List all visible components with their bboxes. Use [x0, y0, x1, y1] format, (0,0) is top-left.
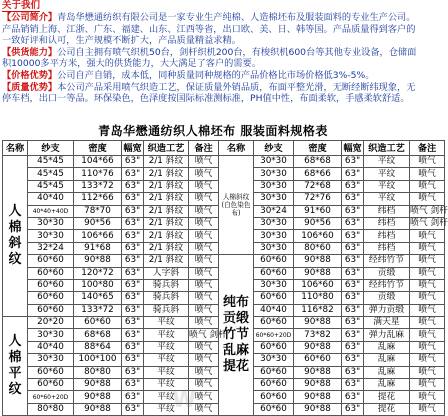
table-cell: 91*60 [294, 205, 342, 217]
table-cell: 喷气 [189, 366, 219, 378]
table-header-row [3, 141, 445, 156]
table-cell: 40*40 [254, 304, 294, 316]
table-cell: 63" [122, 205, 144, 217]
watermark: W [172, 388, 197, 413]
table-cell: 2/1 斜纹 [144, 205, 189, 217]
table-cell: 乱麻 [364, 366, 410, 378]
table-cell: 60*60 [28, 292, 74, 304]
table-cell: 喷气 [189, 267, 219, 279]
column-header: 备注 [189, 141, 219, 156]
table-cell: 30*30 [28, 329, 74, 341]
column-header: 幅宽 [123, 142, 142, 154]
table-cell: 63" [122, 217, 144, 229]
table-cell: 30*30 [254, 168, 294, 180]
table-cell: 60*60 [28, 379, 74, 391]
table-cell: 平纹 [144, 366, 189, 378]
group-name-cell: 人棉斜纹(白色染色布) [219, 156, 254, 255]
table-cell: 63" [342, 304, 364, 316]
table-cell: 纬档 [364, 242, 410, 254]
about-paragraph-tag: 【供货能力】 [2, 46, 58, 58]
table-cell: 63" [342, 354, 364, 366]
spec-table [2, 140, 448, 416]
table-cell: 88*64 [74, 341, 122, 353]
table-cell: 喷气 [189, 403, 219, 415]
table-cell: 30*30 [254, 242, 294, 254]
table-cell: 60*60 [254, 366, 294, 378]
table-cell: 63" [342, 217, 364, 229]
table-cell: 63" [342, 341, 364, 353]
table-cell: 90*88 [74, 403, 122, 415]
table-cell: 喷气 [410, 292, 445, 304]
table-cell: 63" [122, 403, 144, 415]
table-cell: 63" [342, 292, 364, 304]
table-cell: 平纹 [364, 180, 410, 192]
table-cell: 20*20 [28, 317, 74, 329]
about-paragraph-text: 青岛华懋通纺织有限公司是一家专业生产纯棉、人造棉坯布及服装面料的专业生产公司。产品销销上海、江浙、广东、福建、山东、江西等省，出口欧、美、日、韩等国。产品质量得到客户的一致好评和认可，生产规模不断扩大，产品质量精益求精。 [2, 12, 416, 47]
about-paragraph-tag: 【价格优势】 [2, 69, 58, 81]
table-cell: 80*60 [294, 242, 342, 254]
table-cell: 喷气 [410, 230, 445, 242]
table-cell: 2/1 斜纹 [144, 230, 189, 242]
table-cell: 60*60 [28, 279, 74, 291]
table-cell: 90*88 [294, 317, 342, 329]
table-cell: 平纹 [144, 354, 189, 366]
table-cell: 63" [342, 180, 364, 192]
table-cell: 60*60 [254, 403, 294, 415]
table-cell: 63" [122, 329, 144, 341]
table-cell: 喷气 [410, 304, 445, 316]
table-cell: 90*88 [74, 379, 122, 391]
table-cell: 30*30 [254, 354, 294, 366]
table-cell: 30*30 [254, 156, 294, 168]
table-cell: 63" [342, 403, 364, 415]
table-cell: 120*72 [74, 267, 122, 279]
table-cell: 60*60 [254, 391, 294, 403]
table-cell: 喷气 [410, 168, 445, 180]
table-cell: 90*56 [74, 217, 122, 229]
table-cell: 喷气 [410, 403, 445, 415]
table-cell: 72*76 [294, 193, 342, 205]
table-body [3, 156, 448, 416]
table-cell: 30*30 [28, 217, 74, 229]
table-cell: 骑兵斜 [144, 292, 189, 304]
table-cell: 30*30 [254, 217, 294, 229]
table-cell: 平纹 [144, 341, 189, 353]
table-cell: 乱麻 [364, 354, 410, 366]
table-cell: 喷气 [410, 267, 445, 279]
table-cell: 63" [342, 168, 364, 180]
column-header: 织造工艺 [364, 141, 410, 156]
table-cell: 60*60 [28, 366, 74, 378]
table-cell: 60*60 [254, 267, 294, 279]
table-cell: 喷气 [410, 317, 445, 329]
table-cell: 90*88 [74, 391, 122, 403]
table-cell: 2/1 斜纹 [144, 168, 189, 180]
about-paragraph [2, 82, 424, 105]
table-cell: 喷气 [410, 391, 445, 403]
table-cell: 30*30 [254, 193, 294, 205]
column-header: 幅宽 [343, 142, 362, 154]
table-cell: 喷气 [410, 329, 445, 341]
table-cell: 63" [122, 230, 144, 242]
table-cell: 63" [122, 267, 144, 279]
table-cell: 喷气 剑杆 [189, 329, 227, 340]
table-cell: 平纹 [144, 379, 189, 391]
about-paragraph [2, 70, 424, 82]
table-cell: 喷气 [410, 193, 445, 205]
group-name-cell: 人棉斜纹 [3, 156, 28, 317]
column-header: 名称 [219, 141, 254, 156]
table-cell: 平纹 [144, 403, 189, 415]
table-cell: 90*88 [294, 403, 342, 415]
table-cell: 乱麻 [364, 341, 410, 353]
table-cell: 140*65 [74, 292, 122, 304]
table-cell: 弹力贡缎 [364, 304, 410, 316]
table-cell: 63" [122, 304, 144, 316]
table-cell: 2/1 斜纹 [144, 242, 189, 254]
table-cell: 63" [122, 242, 144, 254]
table-cell: 68*66 [294, 168, 342, 180]
about-paragraph [2, 12, 424, 47]
table-cell: 贡缎 [364, 292, 410, 304]
table-cell: 80*80 [74, 366, 122, 378]
table-row [3, 329, 445, 341]
table-cell: 63" [122, 354, 144, 366]
table-cell: 喷气 剑杆 [410, 218, 448, 229]
column-header: 密度 [294, 141, 342, 156]
table-cell: 60*60 [294, 354, 342, 366]
table-cell: 100*100 [74, 354, 122, 366]
table-cell: 经纬竹节 [364, 279, 410, 291]
table-cell: 纬档 [364, 230, 410, 242]
table-cell: 45*45 [28, 156, 74, 168]
table-cell: 90*88 [294, 391, 342, 403]
table-cell: 喷气 [189, 230, 219, 242]
table-cell: 60*60 [28, 304, 74, 316]
table-cell: 60*60 [254, 292, 294, 304]
table-cell: 弹力乱麻 [364, 329, 410, 341]
about-paragraph-text: 公司自产自销，成本低，同种质量同种规格的产品价格比市场价格低3%-5%。 [57, 69, 375, 81]
table-cell: 经纬竹节 [364, 255, 410, 267]
table-cell: 喷气 [410, 255, 445, 267]
table-cell: 30*30 [254, 180, 294, 192]
table-cell: 90*56 [294, 217, 342, 229]
about-paragraph-text: 公司自主拥有喷气织机50台，剑杆织机200台，有梭织机600台等其他专业设备，仓储面积10000多平方米，强大的供货能力，大大满足了客户的需要。 [2, 46, 417, 70]
table-cell: 63" [342, 156, 364, 168]
table-cell: 2/1 斜纹 [144, 180, 189, 192]
table-cell: 63" [122, 156, 144, 168]
table-cell: 喷气 [189, 391, 219, 403]
table-cell: 30*30 [28, 230, 74, 242]
table-cell: 63" [342, 205, 364, 217]
table-cell: 63" [122, 168, 144, 180]
table-cell: 骑兵斜 [144, 279, 189, 291]
table-cell: 喷气 [410, 366, 445, 378]
table-cell: 60*60 [74, 317, 122, 329]
table-cell: 60*60 [28, 267, 74, 279]
table-cell: 喷气 [189, 292, 219, 304]
table-cell: 平纹 [364, 168, 410, 180]
table-cell: 喷气 [410, 354, 445, 366]
table-cell: 人字斜 [144, 267, 189, 279]
table-cell: 喷气 [410, 379, 445, 391]
table-cell: 90*88 [294, 341, 342, 353]
table-cell: 60*60 [254, 379, 294, 391]
table-cell: 喷气 [189, 193, 219, 205]
table-cell: 喷气 [410, 341, 445, 353]
table-cell: 满天星 [364, 317, 410, 329]
table-cell: 喷气 [189, 217, 219, 229]
table-cell: 32*24 [28, 242, 74, 254]
table-cell: 90*88 [294, 267, 342, 279]
table-cell: 63" [122, 279, 144, 291]
table-cell: 110*76 [74, 168, 122, 180]
table-cell: 贡缎 [364, 267, 410, 279]
table-cell: 110*80 [294, 292, 342, 304]
table-cell: 60*60 [254, 341, 294, 353]
table-cell: 喷气 [410, 156, 445, 168]
table-cell: 平纹 [144, 391, 189, 403]
table-cell: 喷气 [189, 379, 219, 391]
about-paragraph [2, 47, 424, 70]
table-cell: 63" [122, 180, 144, 192]
table-cell: 133*72 [74, 180, 122, 192]
column-header: 纱支 [28, 141, 74, 156]
table-cell: 喷气 [410, 180, 445, 192]
table-cell: 73*82 [294, 329, 342, 341]
table-cell: 平纹 [144, 329, 189, 341]
table-cell: 骑兵斜 [144, 304, 189, 316]
table-cell: 喷气 剑杆 [410, 205, 448, 216]
table-cell: 60*60 [254, 317, 294, 329]
table-cell: 63" [122, 341, 144, 353]
about-paragraph-tag: 【质量优势】 [2, 81, 58, 93]
table-cell: 91*68 [74, 242, 122, 254]
table-cell: 2/1 斜纹 [144, 193, 189, 205]
table-cell: 喷气 [189, 205, 219, 217]
table-cell: 133*72 [74, 304, 122, 316]
table-cell: 63" [342, 242, 364, 254]
table-cell: 116*82 [294, 304, 342, 316]
table-cell: 喷气 [410, 279, 445, 291]
table-cell: 喷气 [189, 168, 219, 180]
about-paragraph-text: 本公司产品采用喷气织造工艺，保证质量外销品质，布面平整光滑，无断经断纬现象，无停车档，出口一等品。环保染色，色泽度按国际标准测标准，PH值中性，布面柔软，手感柔软舒适。 [2, 81, 416, 105]
column-header: 密度 [74, 141, 122, 156]
table-cell: 2/1 斜纹 [144, 217, 189, 229]
table-cell: 63" [122, 292, 144, 304]
table-cell: 60*60 [254, 255, 294, 267]
column-header: 织造工艺 [144, 141, 189, 156]
table-cell: 80*80 [28, 403, 74, 415]
table-cell: 63" [342, 255, 364, 267]
table-cell: 72*68 [294, 180, 342, 192]
table-cell: 106*66 [74, 230, 122, 242]
table-row [3, 156, 445, 168]
table-cell: 90*88 [74, 255, 122, 267]
table-cell: 45*45 [28, 168, 74, 180]
group-name-cell: 人棉平纹 [3, 317, 28, 416]
table-cell: 2/1 斜纹 [144, 156, 189, 168]
table-cell: 30*30 [254, 230, 294, 242]
table-cell: 纬档 [364, 217, 410, 229]
column-header: 名称 [3, 141, 28, 156]
table-cell: 63" [122, 317, 144, 329]
table-cell: 63" [122, 193, 144, 205]
table-cell: 喷气 [189, 354, 219, 366]
table-cell: 63" [122, 391, 144, 403]
table-cell: 30*24 [254, 205, 294, 217]
table-cell: 106*60 [294, 279, 342, 291]
table-cell: 30*30 [254, 279, 294, 291]
table-cell: 2/1 斜纹 [144, 255, 189, 267]
table-cell: 喷气 [189, 242, 219, 254]
table-cell: 喷气 [189, 317, 219, 329]
table-cell: 45*45 [28, 180, 74, 192]
table-cell: 喷气 [189, 180, 219, 192]
table-cell: 90*88 [294, 255, 342, 267]
table-cell: 63" [122, 255, 144, 267]
table-cell: 106*60 [294, 230, 342, 242]
table-cell: 喷气 [189, 255, 219, 267]
table-cell: 喷气 [189, 279, 219, 291]
table-cell: 40*40 [28, 193, 74, 205]
group-name-cell: 纯布贡缎竹节乱麻提花 [219, 255, 254, 416]
table-cell: 乱麻 [364, 379, 410, 391]
table-cell: 喷气 [189, 341, 219, 353]
spec-sheet [2, 123, 448, 414]
table-cell: 40*40 [28, 341, 74, 353]
table-cell: 63" [342, 279, 364, 291]
table-cell: 68*68 [74, 329, 122, 341]
table-cell: 90*88 [294, 379, 342, 391]
table-cell: 78*70 [74, 205, 122, 217]
table-cell: 喷气 [189, 156, 219, 168]
table-cell: 63" [122, 379, 144, 391]
table-cell: 提花 [364, 391, 410, 403]
table-cell: 68*68 [294, 156, 342, 168]
table-cell: 60*60+20D [254, 329, 294, 341]
table-cell: 63" [342, 379, 364, 391]
table-cell: 平纹 [144, 317, 189, 329]
table-cell: 100*80 [74, 279, 122, 291]
table-row [3, 255, 445, 267]
table-cell: 平纹 [364, 156, 410, 168]
table-cell: 63" [342, 329, 364, 341]
table-cell: 63" [342, 391, 364, 403]
table-cell: 提花 [364, 403, 410, 415]
table-cell: 90*88 [294, 366, 342, 378]
table-cell: 纬档 [364, 205, 410, 217]
table-cell: 63" [342, 366, 364, 378]
about-body [2, 12, 424, 105]
table-cell: 63" [342, 193, 364, 205]
table-cell: 63" [342, 230, 364, 242]
table-cell: 60*60+20D [28, 391, 74, 403]
about-section [2, 0, 424, 119]
table-cell: 63" [342, 267, 364, 279]
table-cell: 40*40+40D [28, 205, 74, 217]
table-cell: 60*60 [28, 255, 74, 267]
table-cell: 30*30 [28, 354, 74, 366]
table-cell: 104*66 [74, 156, 122, 168]
table-cell: 喷气 [189, 304, 219, 316]
about-heading: 关于我们 [2, 0, 41, 11]
table-cell: 63" [122, 366, 144, 378]
table-cell: 112*66 [74, 193, 122, 205]
column-header: 纱支 [254, 141, 294, 156]
spec-table-title: 青岛华懋通纺织人棉坯布 服装面料规格表 [98, 124, 328, 138]
column-header: 备注 [410, 141, 445, 156]
table-cell: 喷气 [410, 242, 445, 254]
about-paragraph-tag: 【公司简介】 [2, 12, 58, 23]
table-cell: 63" [342, 317, 364, 329]
table-cell: 平纹 [364, 193, 410, 205]
